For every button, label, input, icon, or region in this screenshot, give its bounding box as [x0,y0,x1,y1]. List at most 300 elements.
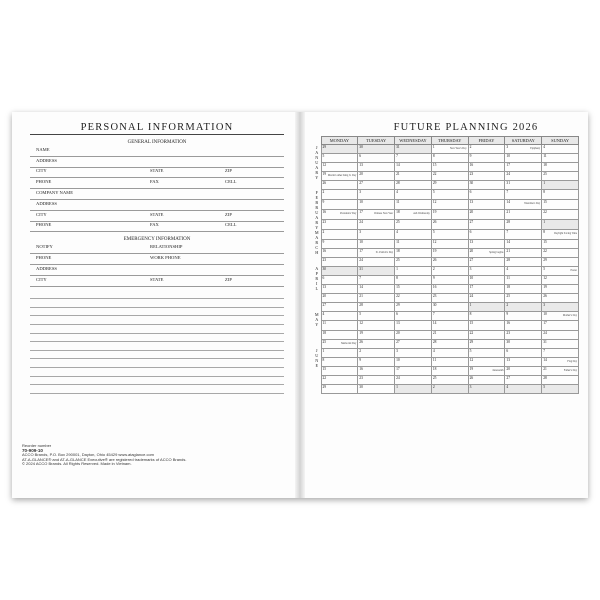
notes-lines[interactable] [30,291,284,394]
calendar-day[interactable] [358,357,395,366]
calendar-day[interactable] [395,375,432,384]
calendar-day[interactable] [505,321,542,330]
calendar-day[interactable] [542,312,579,321]
calendar-day[interactable] [358,248,395,257]
calendar-day[interactable] [542,357,579,366]
day-number: 13 [506,357,510,362]
calendar-day[interactable] [468,294,505,303]
day-number: 2 [432,266,435,271]
day-number: 21 [506,210,510,215]
holiday-label: Juneteenth [492,368,504,372]
calendar-day[interactable] [468,385,505,394]
calendar-day[interactable] [542,321,579,330]
calendar-day[interactable] [542,230,579,239]
day-number: 5 [543,385,545,390]
calendar-day[interactable] [431,275,468,284]
calendar-day[interactable] [431,303,468,312]
calendar-day[interactable] [505,257,542,266]
day-number: 22 [322,375,327,380]
calendar-day[interactable] [358,375,395,384]
calendar-day[interactable] [395,275,432,284]
day-number: 30 [359,385,363,390]
week-row [313,357,579,366]
calendar-day[interactable] [358,285,395,294]
calendar-day[interactable] [542,239,579,248]
calendar-day[interactable] [321,330,358,339]
calendar-day[interactable] [431,330,468,339]
calendar-day[interactable] [505,330,542,339]
calendar-day[interactable] [431,248,468,257]
calendar-day[interactable] [505,385,542,394]
day-number: 13 [359,163,363,168]
day-number: 9 [432,275,435,280]
calendar-day[interactable] [321,230,358,239]
calendar-day[interactable] [468,339,505,348]
work-phone-label: WORK PHONE [150,254,181,260]
calendar-day[interactable] [395,266,432,275]
day-number: 10 [543,312,547,317]
calendar-day[interactable] [321,172,358,181]
calendar-day[interactable] [431,220,468,230]
calendar-day[interactable] [395,200,432,210]
calendar-day[interactable] [505,275,542,284]
calendar-day[interactable] [468,375,505,384]
calendar-day[interactable] [505,190,542,200]
day-header: SATURDAY [505,137,542,145]
fax-label: FAX [150,179,159,185]
calendar-day[interactable] [431,375,468,384]
calendar-day[interactable] [358,163,395,172]
calendar-day[interactable] [468,275,505,284]
calendar-day[interactable] [358,200,395,210]
calendar-day[interactable] [505,172,542,181]
day-number: 29 [322,385,327,390]
day-number: 24 [396,375,400,380]
calendar-day[interactable] [321,348,358,357]
calendar-day[interactable] [395,385,432,394]
day-number: 31 [506,181,510,186]
calendar-day[interactable] [468,230,505,239]
calendar-day[interactable] [358,220,395,230]
calendar-day[interactable] [395,294,432,303]
calendar-day[interactable] [395,339,432,348]
calendar-day[interactable] [505,294,542,303]
calendar-day[interactable] [431,339,468,348]
calendar-day[interactable] [505,366,542,375]
calendar-day[interactable] [468,257,505,266]
calendar-day[interactable] [395,366,432,375]
calendar-day[interactable] [542,145,579,154]
calendar-day[interactable] [395,248,432,257]
calendar-day[interactable] [431,230,468,239]
calendar-day[interactable] [358,172,395,181]
day-header: MONDAY [321,137,358,145]
calendar-day[interactable] [431,266,468,275]
calendar-day[interactable] [542,248,579,257]
calendar-day[interactable] [321,312,358,321]
calendar-day[interactable] [468,190,505,200]
calendar-day[interactable] [395,239,432,248]
day-number: 14 [506,239,510,244]
city-label: CITY [36,168,47,174]
day-header: WEDNESDAY [395,137,432,145]
day-number: 19 [432,248,437,253]
note-line[interactable] [30,385,284,394]
calendar-day[interactable] [542,220,579,230]
calendar-day[interactable] [468,330,505,339]
day-number: 1 [396,266,398,271]
calendar-day[interactable] [542,210,579,220]
calendar-day[interactable] [468,172,505,181]
calendar-day[interactable] [321,257,358,266]
calendar-day[interactable] [395,321,432,330]
calendar-day[interactable] [505,248,542,257]
weekday-header-row [313,137,579,145]
note-line[interactable] [30,308,284,317]
calendar-day[interactable] [542,330,579,339]
calendar-day[interactable] [358,366,395,375]
calendar-day[interactable] [321,163,358,172]
week-row [313,294,579,303]
day-number: 26 [322,181,327,186]
calendar-day[interactable] [505,303,542,312]
day-number: 3 [469,266,472,271]
calendar-day[interactable] [431,239,468,248]
calendar-day[interactable] [431,348,468,357]
calendar-day[interactable] [468,285,505,294]
calendar-day[interactable] [431,321,468,330]
calendar-day[interactable] [468,312,505,321]
calendar-day[interactable] [431,357,468,366]
calendar-day[interactable] [431,145,468,154]
calendar-day[interactable] [542,200,579,210]
day-number: 23 [359,375,363,380]
note-line[interactable] [30,291,284,300]
calendar-day[interactable] [468,239,505,248]
company-name-row[interactable] [30,189,284,200]
day-number: 22 [469,330,474,335]
calendar-day[interactable] [321,303,358,312]
calendar-day[interactable] [505,230,542,239]
day-number: 22 [396,294,400,299]
calendar-day[interactable] [542,375,579,384]
phone-label: PHONE [36,179,52,185]
week-row [313,266,579,275]
calendar-day[interactable] [505,357,542,366]
name-row[interactable] [30,146,284,157]
day-number: 16 [322,248,327,253]
calendar-day[interactable] [505,266,542,275]
calendar-day[interactable] [321,200,358,210]
calendar-day[interactable] [358,145,395,154]
calendar-day[interactable] [468,366,505,375]
notify-label: NOTIFY [36,244,53,250]
calendar-day[interactable] [468,357,505,366]
calendar-day[interactable] [542,385,579,394]
calendar-day[interactable] [431,154,468,163]
calendar-day[interactable] [395,303,432,312]
day-number: 5 [469,348,472,353]
day-number: 20 [506,366,510,371]
holiday-label: Daylight Saving Time [554,232,577,236]
day-number: 4 [543,145,545,149]
calendar-day[interactable] [321,375,358,384]
calendar-day[interactable] [358,385,395,394]
calendar-day[interactable] [468,348,505,357]
calendar-day[interactable] [321,321,358,330]
calendar-day[interactable] [321,266,358,275]
week-row [313,163,579,172]
calendar-day[interactable] [468,145,505,154]
calendar-day[interactable] [468,181,505,190]
calendar-day[interactable] [431,181,468,190]
calendar-day[interactable] [358,239,395,248]
calendar-day[interactable] [542,366,579,375]
calendar-day[interactable] [431,366,468,375]
day-number: 19 [322,172,327,177]
week-row [313,385,579,394]
calendar-day[interactable] [321,275,358,284]
calendar-day[interactable] [542,303,579,312]
week-row [313,210,579,220]
note-line[interactable] [30,299,284,308]
day-number: 6 [396,312,398,317]
calendar-day[interactable] [431,200,468,210]
calendar-day[interactable] [321,239,358,248]
note-line[interactable] [30,316,284,325]
day-number: 24 [506,172,510,177]
day-header: TUESDAY [358,137,395,145]
day-number: 26 [469,375,474,380]
day-number: 27 [506,375,510,380]
calendar-day[interactable] [431,294,468,303]
week-row [313,366,579,375]
calendar-day[interactable] [468,266,505,275]
month-label: M A Y [314,311,319,327]
calendar-day[interactable] [468,210,505,220]
calendar-day[interactable] [395,145,432,154]
day-number: 21 [396,172,400,177]
calendar-day[interactable] [431,210,468,220]
day-number: 20 [322,294,327,299]
day-number: 28 [396,181,400,186]
calendar-day[interactable] [505,285,542,294]
day-number: 30 [322,266,327,271]
calendar-day[interactable] [358,210,395,220]
week-row [313,154,579,163]
calendar-day[interactable] [395,154,432,163]
calendar-day[interactable] [542,339,579,348]
calendar-day[interactable] [321,385,358,394]
address-label: ADDRESS [36,157,57,163]
day-number: 6 [506,348,509,353]
note-line[interactable] [30,359,284,368]
calendar-day[interactable] [358,348,395,357]
calendar-day[interactable] [431,163,468,172]
calendar-day[interactable] [395,210,432,220]
calendar-day[interactable] [358,230,395,239]
day-number: 23 [469,172,474,177]
day-number: 21 [432,330,437,335]
calendar-day[interactable] [505,348,542,357]
calendar-day[interactable] [395,357,432,366]
calendar-day[interactable] [395,190,432,200]
week-row [313,339,579,348]
calendar-day[interactable] [505,210,542,220]
calendar-day[interactable] [468,163,505,172]
note-line[interactable] [30,368,284,377]
day-number: 29 [396,303,400,308]
day-number: 18 [432,366,437,371]
calendar-day[interactable] [505,154,542,163]
calendar-day[interactable] [505,163,542,172]
calendar-day[interactable] [431,257,468,266]
day-number: 12 [432,239,437,244]
emergency-zip-label: ZIP [225,276,232,282]
calendar-day[interactable] [431,285,468,294]
calendar-day[interactable] [468,303,505,312]
emergency-phone-row[interactable] [30,254,284,265]
day-number: 2 [432,385,435,390]
note-line[interactable] [30,377,284,386]
calendar-day[interactable] [395,163,432,172]
calendar-day[interactable] [431,385,468,394]
calendar-day[interactable] [468,200,505,210]
calendar-day[interactable] [542,172,579,181]
week-row [313,312,579,321]
day-number: 17 [396,366,400,371]
calendar-day[interactable] [542,266,579,275]
calendar-day[interactable] [358,190,395,200]
calendar-day[interactable] [542,275,579,284]
calendar-day[interactable] [395,330,432,339]
calendar-day[interactable] [431,312,468,321]
calendar-day[interactable] [321,339,358,348]
calendar-day[interactable] [358,321,395,330]
calendar-day[interactable] [505,312,542,321]
calendar-day[interactable] [505,181,542,190]
company-name-label: COMPANY NAME [36,189,74,195]
month-label: J A N U A R Y [315,144,319,180]
calendar-day[interactable] [468,321,505,330]
day-number: 19 [359,330,363,335]
calendar-day[interactable] [395,312,432,321]
calendar-day[interactable] [321,190,358,200]
day-header: FRIDAY [468,137,505,145]
calendar-day[interactable] [321,181,358,190]
day-number: 11 [432,357,437,362]
calendar-day[interactable] [468,248,505,257]
calendar-day[interactable] [395,285,432,294]
calendar-day[interactable] [321,154,358,163]
calendar-day[interactable] [358,312,395,321]
month-label: A P R I L [315,266,319,292]
day-number: 17 [359,210,363,215]
relationship-label: RELATIONSHIP [150,244,183,250]
future-planning-title: FUTURE PLANNING 2026 [393,122,539,133]
calendar-day[interactable] [468,154,505,163]
personal-information-page [22,122,284,492]
calendar-day[interactable] [321,248,358,257]
calendar-day[interactable] [542,190,579,200]
day-number: 1 [543,220,545,225]
reorder-number: 70-909-10 [22,447,43,453]
calendar-day[interactable] [321,294,358,303]
day-number: 29 [543,257,547,262]
company-phone-row[interactable] [30,222,284,233]
calendar-day[interactable] [358,330,395,339]
day-number: 1 [322,348,325,353]
calendar-day[interactable] [542,163,579,172]
emergency-city-row[interactable] [30,276,284,287]
note-line[interactable] [30,325,284,334]
calendar-day[interactable] [395,230,432,239]
calendar-day[interactable] [358,303,395,312]
week-row [313,375,579,384]
calendar-day[interactable] [358,181,395,190]
note-line[interactable] [30,351,284,360]
note-line[interactable] [30,342,284,351]
calendar-day[interactable] [358,275,395,284]
calendar-day[interactable] [358,257,395,266]
note-line[interactable] [30,334,284,343]
calendar-day[interactable] [321,145,358,154]
calendar-day[interactable] [505,220,542,230]
calendar-day[interactable] [542,181,579,190]
day-number: 17 [359,248,363,253]
month-label: J U N E [315,348,319,369]
calendar-day[interactable] [395,172,432,181]
calendar-day[interactable] [505,375,542,384]
company-cell-label: CELL [225,222,237,228]
calendar-day[interactable] [358,266,395,275]
calendar-day[interactable] [321,220,358,230]
company-fax-label: FAX [150,222,159,228]
day-number: 26 [359,339,363,344]
calendar-day[interactable] [395,348,432,357]
calendar-day[interactable] [542,348,579,357]
calendar-day[interactable] [542,285,579,294]
calendar-day[interactable] [505,200,542,210]
calendar-day[interactable] [395,220,432,230]
day-number: 25 [506,294,510,299]
calendar-day[interactable] [542,257,579,266]
calendar-day[interactable] [431,172,468,181]
calendar-day[interactable] [321,366,358,375]
calendar-day[interactable] [321,285,358,294]
calendar-day[interactable] [468,220,505,230]
calendar-day[interactable] [358,154,395,163]
day-number: 11 [543,154,547,159]
week-row [313,348,579,357]
calendar-day[interactable] [505,239,542,248]
calendar-day[interactable] [431,190,468,200]
day-number: 18 [396,210,400,215]
week-row [313,248,579,257]
calendar-day[interactable] [358,339,395,348]
calendar-day[interactable] [542,154,579,163]
calendar-day[interactable] [321,357,358,366]
day-number: 5 [359,312,362,317]
calendar-day[interactable] [505,339,542,348]
calendar-day[interactable] [395,181,432,190]
calendar-day[interactable] [395,257,432,266]
calendar-day[interactable] [358,294,395,303]
calendar-day[interactable] [321,210,358,220]
day-number: 14 [432,321,437,326]
calendar-day[interactable] [542,294,579,303]
calendar-day[interactable] [505,145,542,154]
